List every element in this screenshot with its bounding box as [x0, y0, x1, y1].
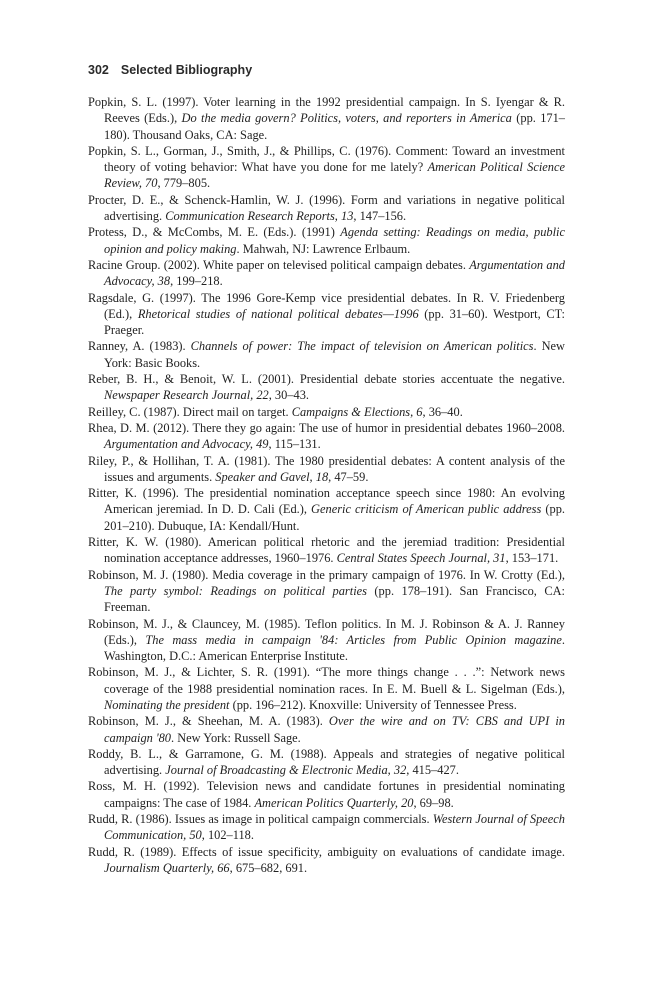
entry-text: (pp. 196–212). Knoxville: University of Tennessee Press.: [229, 697, 517, 712]
entry-text: Popkin, S. L., Gorman, J., Smith, J., & Phillips, C. (1976). Comment: Toward an investment theory of voting behavior: What have you done for me lately?: [88, 143, 565, 175]
entry-italic-title: Journalism Quarterly, 66: [104, 860, 230, 875]
bibliography-entry: [88, 534, 565, 567]
entry-text: , 69–98.: [413, 795, 454, 810]
entry-text: Ross, M. H. (1992). Television news and candidate fortunes in presidential nominating campaigns: The case of 1984.: [88, 779, 565, 810]
entry-text: Racine Group. (2002). White paper on televised political campaign debates.: [88, 257, 470, 272]
bibliography-entry: [88, 713, 565, 746]
entry-text: , 36–40.: [422, 404, 463, 419]
bibliography-entry: [88, 664, 565, 713]
bibliography-entry: [88, 616, 565, 665]
entry-italic-title: Generic criticism of American public address: [311, 502, 542, 517]
bibliography-entry: [88, 224, 565, 257]
entry-text: Ritter, K. (1996). The presidential nomination acceptance speech since 1980: An evolving American jeremiad. In D. D. Cali (Ed.),: [88, 486, 565, 517]
entry-italic-title: Newspaper Research Journal, 22: [104, 388, 269, 403]
entry-text: Rhea, D. M. (2012). There they go again: The use of humor in presidential debates 1960–2008.: [88, 420, 565, 435]
entry-italic-title: Agenda setting: Readings on media, public opinion and policy making: [104, 225, 565, 256]
bibliography-entry: [88, 485, 565, 534]
entry-text: Rudd, R. (1989). Effects of issue specificity, ambiguity on evaluations of candidate image.: [88, 844, 565, 859]
entry-text: Roddy, B. L., & Garramone, G. M. (1988). Appeals and strategies of negative political advertising.: [88, 746, 565, 778]
entry-italic-title: Do the media govern? Politics, voters, and reporters in America: [181, 111, 512, 126]
entry-italic-title: The mass media in campaign '84: Articles from Public Opinion magazine: [145, 632, 562, 647]
bibliography-entry: [88, 192, 565, 225]
entry-italic-title: Rhetorical studies of national political debates—1996: [137, 306, 419, 321]
entry-text: Riley, P., & Hollihan, T. A. (1981). The 1980 presidential debates: A content analysis of the issues and arguments.: [88, 453, 565, 484]
entry-text: , 47–59.: [328, 469, 369, 484]
entry-text: . New York: Russell Sage.: [171, 730, 301, 745]
bibliography-entry: [88, 453, 565, 486]
entry-text: (pp. 201–210). Dubuque, IA: Kendall/Hunt.: [104, 502, 565, 533]
entry-italic-title: Journal of Broadcasting & Electronic Media, 32: [165, 763, 407, 778]
entry-text: Ragsdale, G. (1997). The 1996 Gore-Kemp vice presidential debates. In R. V. Friedenberg (Ed.),: [88, 290, 565, 321]
entry-text: . Mahwah, NJ: Lawrence Erlbaum.: [236, 241, 411, 256]
entry-text: (pp. 171–180). Thousand Oaks, CA: Sage.: [104, 111, 566, 142]
entry-italic-title: Speaker and Gavel, 18: [215, 469, 329, 484]
entry-italic-title: Campaigns & Elections, 6: [291, 404, 423, 419]
entry-text: , 779–805.: [157, 176, 211, 191]
bibliography-entry: [88, 404, 565, 420]
entry-text: Robinson, M. J., & Sheehan, M. A. (1983).: [88, 714, 329, 729]
entry-text: , 675–682, 691.: [229, 860, 308, 875]
entry-italic-title: Over the wire and on TV: CBS and UPI in campaign '80: [104, 714, 565, 745]
entry-text: , 153–171.: [505, 551, 559, 566]
bibliography-entry: [88, 143, 565, 192]
entry-text: , 199–218.: [170, 274, 223, 289]
bibliography-entry: [88, 746, 565, 779]
bibliography-entry: [88, 290, 565, 339]
entry-text: (pp. 31–60). Westport, CT: Praeger.: [104, 306, 565, 338]
entry-italic-title: Nominating the president: [104, 697, 230, 712]
entry-text: , 147–156.: [353, 209, 407, 224]
entry-italic-title: Argumentation and Advocacy, 38: [104, 257, 565, 289]
entry-text: . Washington, D.C.: American Enterprise Institute.: [104, 632, 565, 664]
entry-italic-title: Western Journal of Speech Communication, 50: [104, 812, 566, 843]
entry-text: , 415–427.: [406, 763, 459, 778]
entry-text: , 102–118.: [201, 828, 254, 843]
bibliography-entry: [88, 338, 565, 371]
entry-italic-title: Channels of power: The impact of television on American politics: [190, 339, 534, 354]
entry-text: Reber, B. H., & Benoit, W. L. (2001). Presidential debate stories accentuate the negative.: [88, 372, 565, 387]
entry-italic-title: American Politics Quarterly, 20: [254, 795, 414, 810]
bibliography-entry: [88, 420, 565, 453]
bibliography-entry: [88, 257, 565, 290]
entry-text: Reilley, C. (1987). Direct mail on target.: [88, 404, 292, 419]
entry-text: Robinson, M. J., & Clauncey, M. (1985). Teflon politics. In M. J. Robinson & A. J. Ranney (Eds.),: [88, 616, 565, 647]
entry-text: Ritter, K. W. (1980). American political rhetoric and the jeremiad tradition: Presidential nomination acceptance addresses, 1960–1976.: [88, 535, 565, 566]
entry-text: Popkin, S. L. (1997). Voter learning in the 1992 presidential campaign. In S. Iyengar & R. Reeves (Eds.),: [88, 95, 565, 126]
bibliography-entry: [88, 844, 565, 877]
entry-text: Protess, D., & McCombs, M. E. (Eds.). (1991): [88, 225, 341, 240]
section-title: Selected Bibliography: [120, 63, 253, 77]
bibliography-list: [88, 94, 565, 876]
entry-text: Robinson, M. J. (1980). Media coverage in the primary campaign of 1976. In W. Crotty (Ed.),: [88, 567, 565, 582]
entry-text: , 115–131.: [268, 437, 321, 452]
bibliography-entry: [88, 778, 565, 811]
entry-text: Ranney, A. (1983).: [88, 339, 191, 354]
entry-italic-title: American Political Science Review, 70: [104, 160, 565, 191]
page-number: 302: [88, 63, 109, 77]
bibliography-entry: [88, 94, 565, 143]
entry-text: Procter, D. E., & Schenck-Hamlin, W. J. (1996). Form and variations in negative political advertising.: [88, 192, 565, 224]
entry-italic-title: Communication Research Reports, 13: [165, 209, 354, 224]
entry-text: , 30–43.: [268, 388, 310, 403]
entry-italic-title: Central States Speech Journal, 31: [336, 551, 506, 566]
entry-text: . New York: Basic Books.: [104, 339, 565, 370]
bibliography-entry: [88, 371, 565, 404]
entry-text: Rudd, R. (1986). Issues as image in political campaign commercials.: [88, 812, 433, 827]
bibliography-entry: [88, 811, 565, 844]
entry-italic-title: The party symbol: Readings on political parties: [104, 583, 367, 598]
bibliography-entry: [88, 567, 565, 616]
entry-text: (pp. 178–191). San Francisco, CA: Freeman.: [104, 583, 565, 615]
entry-text: Robinson, M. J., & Lichter, S. R. (1991). “The more things change . . .”: Network news coverage of the 1988 presidential nomination races. In E. M. Buell & L. Sigelman (Eds.),: [88, 665, 565, 696]
running-header: [88, 63, 252, 77]
entry-italic-title: Argumentation and Advocacy, 49: [104, 437, 269, 452]
